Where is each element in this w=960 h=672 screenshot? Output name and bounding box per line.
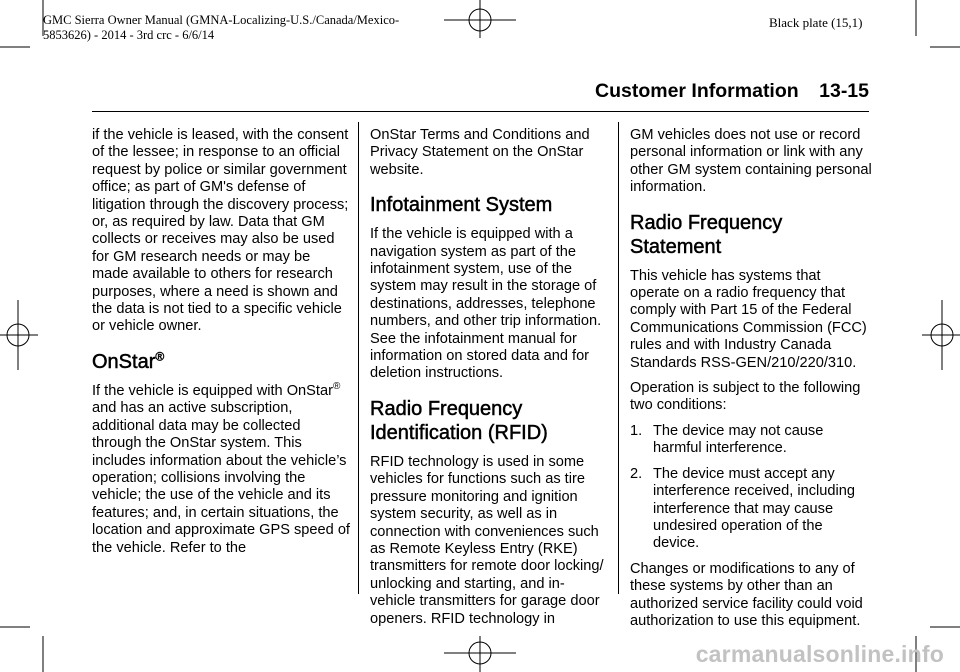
column-2	[370, 127, 610, 636]
registration-mark-top	[444, 0, 516, 38]
list-text: The device must accept any interference received, including interference that may cause undesired operation of the device.	[653, 465, 855, 552]
paragraph: if the vehicle is leased, with the consent of the lessee; in response to an official request by police or similar government office; as part of GM's defense of litigation through the discovery process; or, as required by law. Data that GM collects or receives may also be used for GM research needs or may be made available to others for research purposes, where a need is shown and the data is not tied to a specific vehicle or vehicle owner.	[92, 127, 349, 335]
heading-rfid: Radio Frequency Identification (RFID)	[370, 397, 548, 444]
list-item	[630, 423, 872, 458]
watermark: carmanualsonline.info	[695, 641, 944, 667]
page-number: 13-15	[819, 80, 869, 102]
header-rule	[92, 111, 869, 112]
print-header-line1: GMC Sierra Owner Manual (GMNA-Localizing-U.S./Canada/Mexico-	[43, 13, 400, 27]
heading-onstar	[92, 350, 350, 374]
registration-mark-bottom	[444, 636, 516, 672]
column-divider	[618, 122, 619, 594]
plate-label: Black plate (15,1)	[769, 15, 863, 30]
column-3	[630, 127, 872, 638]
paragraph: If the vehicle is equipped with a navigation system as part of the infotainment system, use of the system may result in the storage of destinations, addresses, telephone numbers, and other trip information. See the infotainment manual for information on stored data and for deletion instructions.	[370, 226, 602, 382]
paragraph: OnStar Terms and Conditions and Privacy Statement on the OnStar website.	[370, 127, 590, 178]
registration-mark-left	[0, 300, 38, 370]
list-item	[630, 466, 872, 553]
list-number: 2.	[630, 465, 643, 482]
list-number: 1.	[630, 422, 643, 439]
conditions-list	[630, 423, 872, 553]
page-header	[595, 80, 869, 103]
column-divider	[358, 122, 359, 594]
print-header-line2: 5853626) - 2014 - 3rd crc - 6/6/14	[43, 28, 215, 42]
paragraph: This vehicle has systems that operate on a radio frequency that comply with Part 15 of the Federal Communications Commission (FCC) rules and with Industry Canada Standards RSS-GEN/210/220/310.	[630, 267, 867, 371]
paragraph: RFID technology is used in some vehicles for functions such as tire pressure monitoring and ignition system security, as well as in connection with conveniences such as Remote Keyless Entry (RKE) transmitters for remote door locking/ unlocking and starting, and in-vehicle transmitters for garage door openers. RFID technology in	[370, 453, 604, 627]
section-title: Customer Information	[595, 80, 799, 102]
list-text: The device may not cause harmful interference.	[653, 422, 824, 457]
text-run: If the vehicle is equipped with OnStar	[92, 382, 333, 399]
column-1	[92, 127, 350, 565]
heading-text: OnStar	[92, 350, 156, 373]
paragraph: Changes or modifications to any of these systems by other than an authorized service facility could void authorization to use this equipment.	[630, 560, 863, 629]
text-run: and has an active subscription, additional data may be collected through the OnStar system. This includes information about the vehicle’s operation; collisions involving the vehicle; the use of the vehicle and its features; and, in certain situations, the location and approximate GPS speed of the vehicle. Refer to the	[92, 400, 350, 556]
paragraph	[92, 383, 350, 557]
paragraph: GM vehicles does not use or record personal information or link with any other GM system containing personal information.	[630, 127, 872, 196]
registered-mark: ®	[155, 349, 165, 364]
registered-mark: ®	[332, 381, 341, 393]
registration-mark-right	[922, 300, 960, 370]
paragraph: Operation is subject to the following two conditions:	[630, 380, 861, 414]
heading-radio-frequency: Radio Frequency Statement	[630, 211, 783, 258]
heading-infotainment: Infotainment System	[370, 194, 553, 217]
